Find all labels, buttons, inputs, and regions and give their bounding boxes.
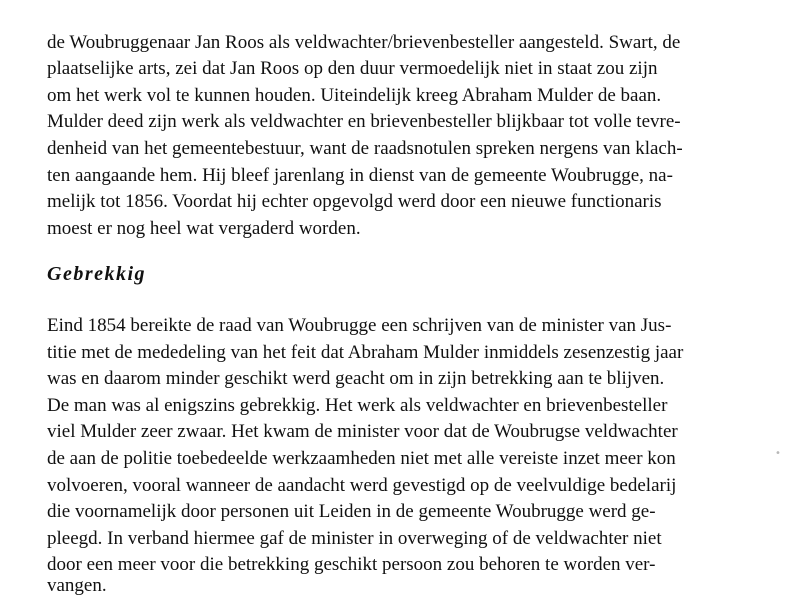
paragraph-1-line: de Woubruggenaar Jan Roos als veldwachter/brievenbesteller aangesteld. Swart, de xyxy=(47,32,681,53)
section-heading: Gebrekkig xyxy=(47,263,147,285)
paragraph-1-line: om het werk vol te kunnen houden. Uiteindelijk kreeg Abraham Mulder de baan. xyxy=(47,85,662,106)
paragraph-2-line: was en daarom minder geschikt werd geacht om in zijn betrekking aan te blijven. xyxy=(47,368,665,389)
paragraph-2-line: titie met de mededeling van het feit dat Abraham Mulder inmiddels zesenzestig jaar xyxy=(47,342,684,363)
paragraph-2-line: vangen. xyxy=(47,575,107,596)
paragraph-1-line: denheid van het gemeentebestuur, want de raadsnotulen spreken nergens van klach- xyxy=(47,138,683,159)
paragraph-2-line: Eind 1854 bereikte de raad van Woubrugge een schrijven van de minister van Jus- xyxy=(47,315,672,336)
paragraph-2-line: die voornamelijk door personen uit Leiden in de gemeente Woubrugge werd ge- xyxy=(47,501,656,522)
paragraph-2-line: de aan de politie toebedeelde werkzaamheden niet met alle vereiste inzet meer kon xyxy=(47,448,676,469)
paragraph-1-line: Mulder deed zijn werk als veldwachter en brievenbesteller blijkbaar tot volle tevre- xyxy=(47,111,681,132)
paragraph-1-line: moest er nog heel wat vergaderd worden. xyxy=(47,218,361,239)
paragraph-2-line: viel Mulder zeer zwaar. Het kwam de minister voor dat de Woubrugse veldwachter xyxy=(47,421,678,442)
paragraph-1-line: melijk tot 1856. Voordat hij echter opgevolgd werd door een nieuwe functionaris xyxy=(47,191,662,212)
scan-speck-mark: • xyxy=(775,448,781,459)
paragraph-1-line: plaatselijke arts, zei dat Jan Roos op den duur vermoedelijk niet in staat zou zijn xyxy=(47,58,658,79)
paragraph-2-line: door een meer voor die betrekking geschikt persoon zou behoren te worden ver- xyxy=(47,554,656,575)
paragraph-2-line: pleegd. In verband hiermee gaf de minister in overweging of de veldwachter niet xyxy=(47,528,662,549)
paragraph-1-line: ten aangaande hem. Hij bleef jarenlang in dienst van de gemeente Woubrugge, na- xyxy=(47,165,673,186)
paragraph-2-line: De man was al enigszins gebrekkig. Het werk als veldwachter en brievenbesteller xyxy=(47,395,668,416)
paragraph-2-line: volvoeren, vooral wanneer de aandacht werd gevestigd op de veelvuldige bedelarij xyxy=(47,475,677,496)
